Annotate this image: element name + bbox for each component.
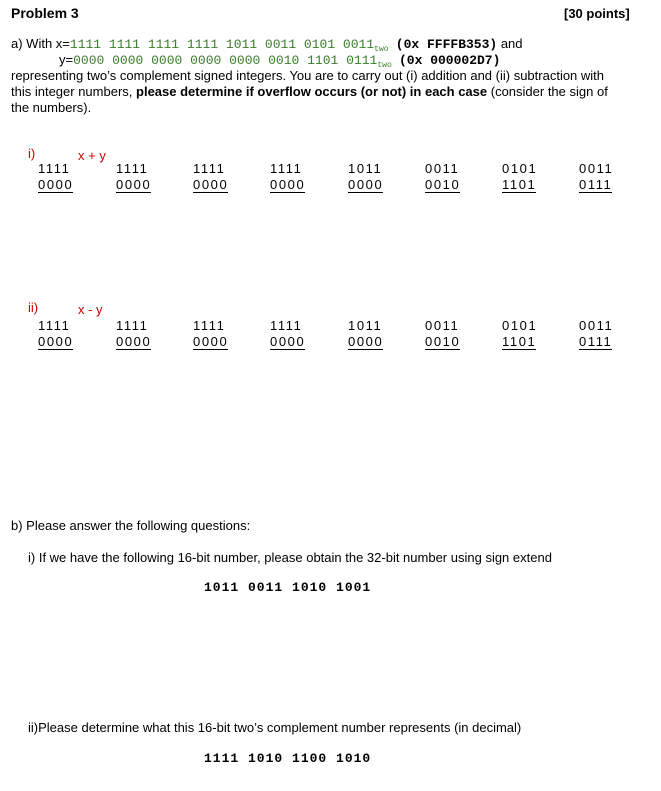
- op-ii-bottom-nibble: 0000: [270, 334, 306, 349]
- part-a-line-2: representing two’s complement signed integers. You are to carry out (i) addition and (ii) subtraction with: [11, 68, 605, 83]
- op-i-bottom-nibble: 0000: [348, 177, 384, 192]
- op-i-bottom-nibble: 0000: [193, 177, 229, 192]
- op-i-top-nibble: 1111: [193, 161, 226, 176]
- op-ii-bottom-nibble: 1101: [502, 334, 537, 349]
- op-i-expression: x + y: [78, 148, 106, 163]
- and-word: and: [497, 36, 523, 51]
- line3-bold: please determine if overflow occurs (or not) in each case: [136, 84, 488, 99]
- op-ii-bottom-row: [38, 334, 638, 350]
- twos-complement-number: 1111 1010 1100 1010: [204, 751, 372, 766]
- op-ii-bottom-nibble: 0000: [116, 334, 152, 349]
- part-b-question-1: i) If we have the following 16-bit number, please obtain the 32-bit number using sign extend: [28, 550, 552, 565]
- op-i-top-nibble: 0011: [425, 161, 460, 176]
- op-ii-top-row: [38, 318, 638, 334]
- problem-title: Problem 3: [11, 5, 79, 21]
- op-ii-top-nibble: 1111: [270, 318, 303, 333]
- op-ii-top-nibble: 1111: [116, 318, 149, 333]
- op-ii-bottom-nibble: 0111: [579, 334, 613, 349]
- op-i-top-nibble: 1111: [38, 161, 71, 176]
- op-ii-label: ii): [28, 300, 39, 315]
- y-hex: (0x 000002D7): [398, 53, 501, 68]
- op-i-bottom-nibble: 0010: [425, 177, 461, 192]
- x-hex: (0x FFFFB353): [395, 37, 498, 52]
- op-i-top-nibble: 1011: [348, 161, 383, 176]
- op-ii-top-nibble: 1111: [193, 318, 226, 333]
- op-ii-bottom-nibble: 0000: [193, 334, 229, 349]
- points-label: [30 points]: [564, 6, 630, 21]
- op-i-label: i): [28, 146, 36, 161]
- op-i-top-nibble: 0101: [502, 161, 538, 176]
- part-b-intro: b) Please answer the following questions:: [11, 518, 251, 533]
- op-i-top-nibble: 1111: [116, 161, 149, 176]
- op-ii-expression: x - y: [78, 302, 103, 317]
- op-ii-bottom-nibble: 0000: [348, 334, 384, 349]
- op-ii-top-nibble: 1111: [38, 318, 71, 333]
- op-ii-top-nibble: 1011: [348, 318, 383, 333]
- part-b-question-2: ii)Please determine what this 16-bit two’s complement number represents (in decimal): [28, 720, 522, 735]
- op-ii-top-nibble: 0011: [425, 318, 460, 333]
- y-bits: 0000 0000 0000 0000 0000 0010 1101 0111: [73, 53, 378, 68]
- y-base: two: [377, 61, 392, 70]
- op-ii-top-nibble: 0101: [502, 318, 538, 333]
- op-i-bottom-row: [38, 177, 638, 193]
- op-ii-top-nibble: 0011: [579, 318, 614, 333]
- op-i-bottom-nibble: 0000: [270, 177, 306, 192]
- op-i-bottom-nibble: 0111: [579, 177, 613, 192]
- op-i-top-row: [38, 161, 638, 177]
- x-bits: 1111 1111 1111 1111 1011 0011 0101 0011: [69, 37, 375, 52]
- op-i-top-nibble: 0011: [579, 161, 614, 176]
- op-i-top-nibble: 1111: [270, 161, 303, 176]
- y-label: y=: [59, 52, 74, 67]
- op-i-bottom-nibble: 0000: [116, 177, 152, 192]
- sign-extend-number: 1011 0011 1010 1001: [204, 580, 372, 595]
- line3-tail: (consider the sign of: [487, 84, 608, 99]
- op-i-bottom-nibble: 0000: [38, 177, 74, 192]
- op-ii-bottom-nibble: 0010: [425, 334, 461, 349]
- part-a-line-4: the numbers).: [11, 100, 92, 115]
- part-a-prefix: a) With: [11, 36, 56, 51]
- x-base: two: [374, 45, 389, 54]
- op-i-bottom-nibble: 1101: [502, 177, 537, 192]
- op-ii-bottom-nibble: 0000: [38, 334, 74, 349]
- x-label: x=: [55, 36, 70, 51]
- part-a-line-3: [11, 84, 608, 100]
- line3-normal: this integer numbers,: [11, 84, 137, 99]
